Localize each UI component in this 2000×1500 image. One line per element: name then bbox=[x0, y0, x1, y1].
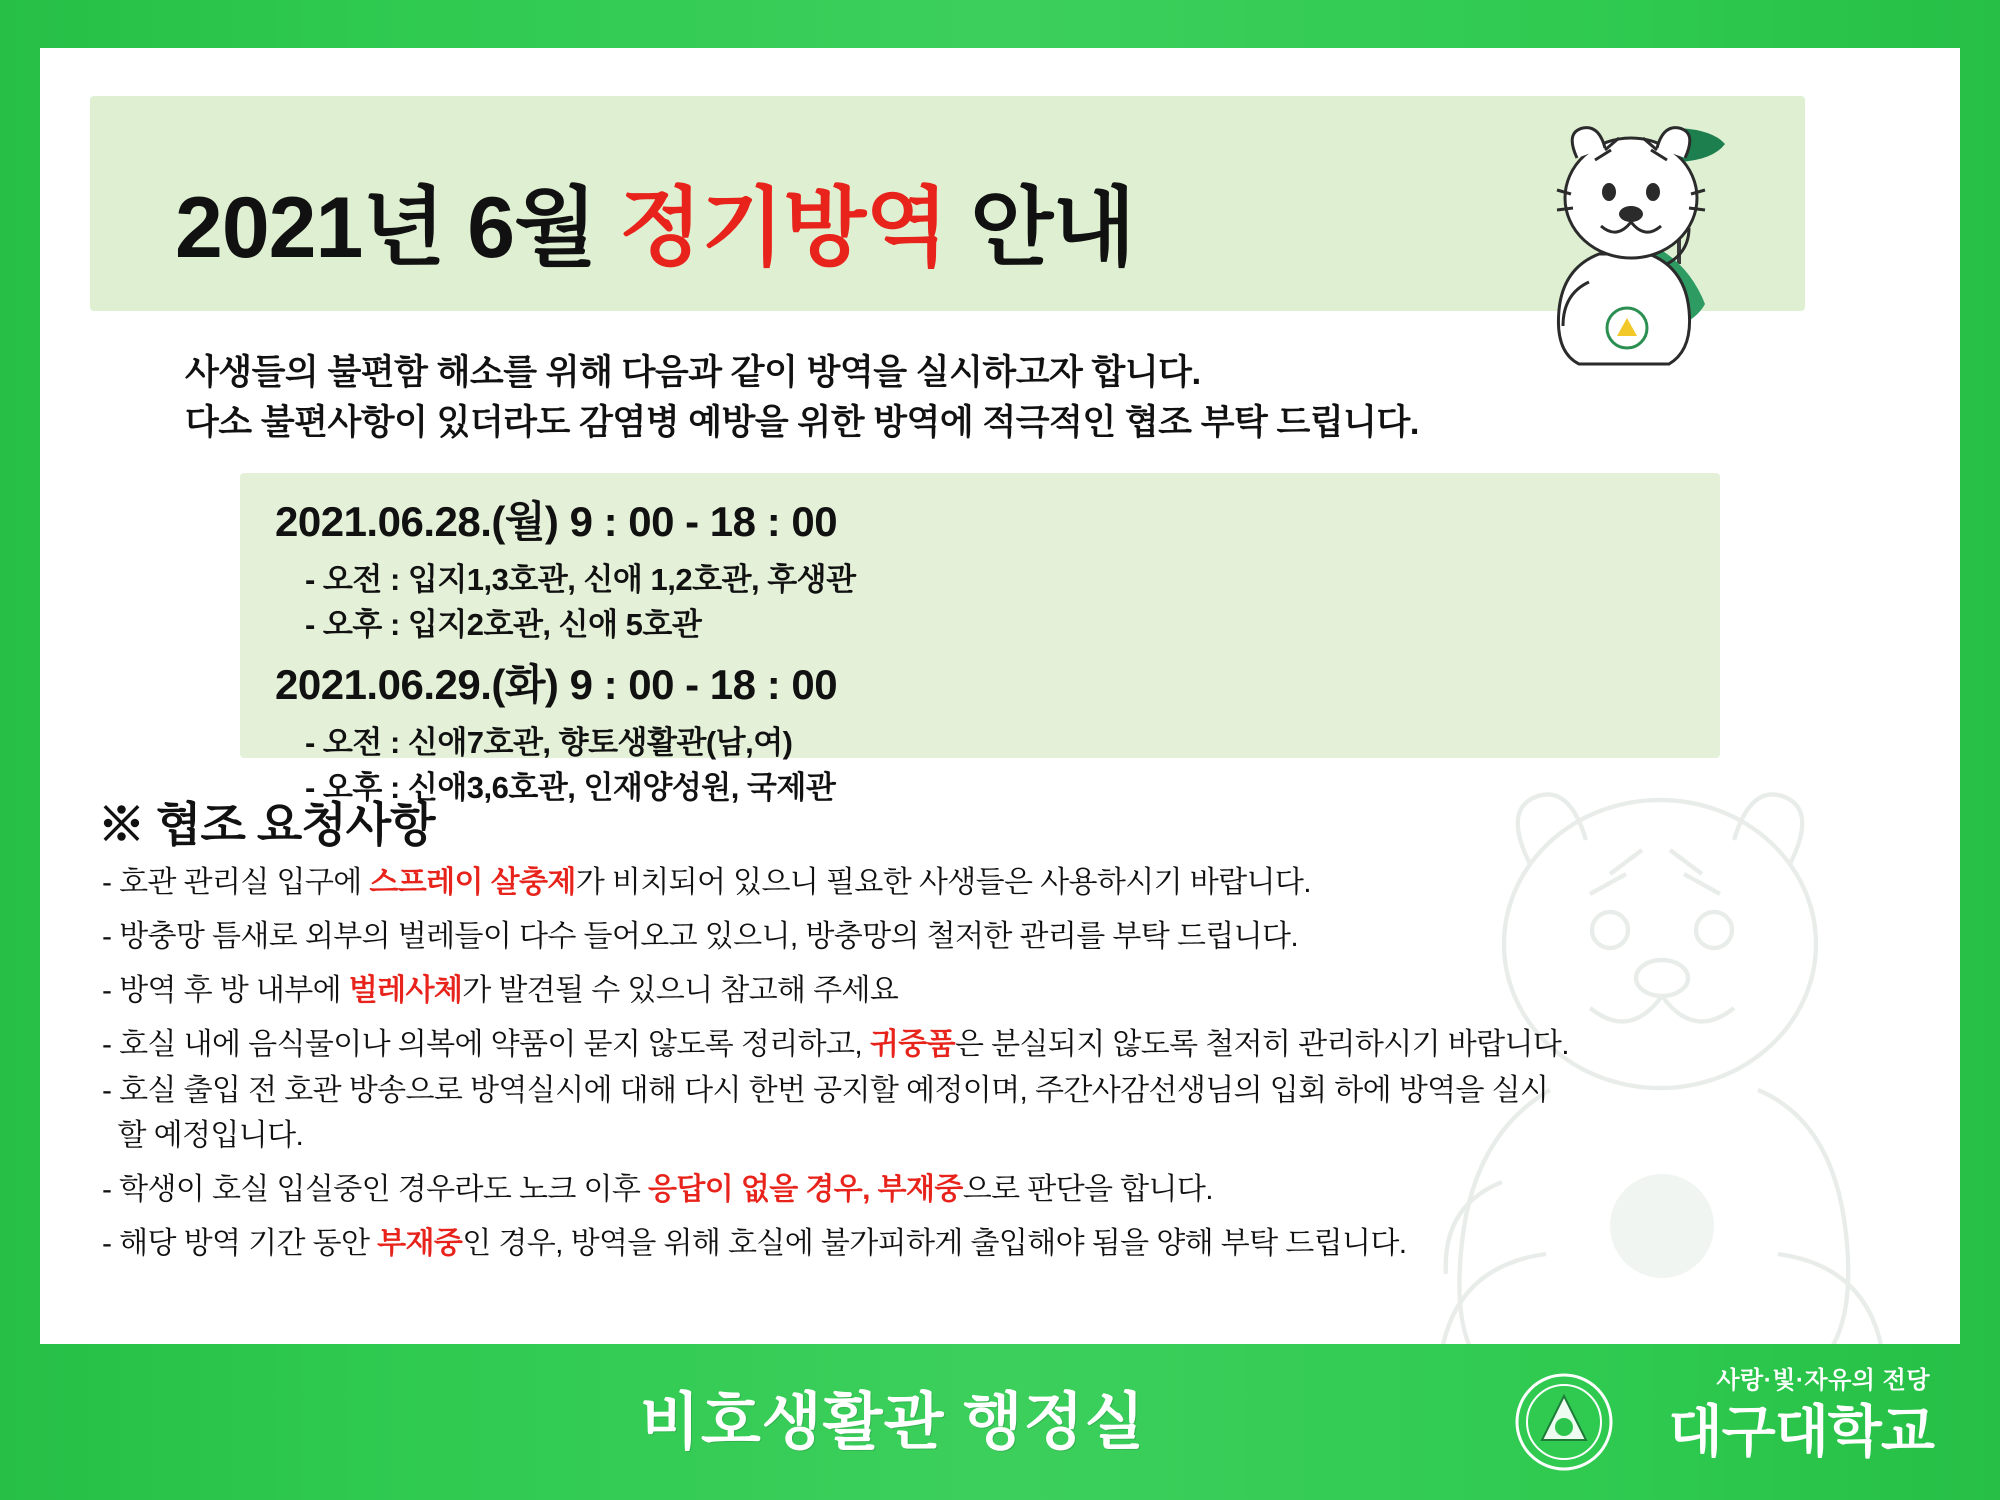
schedule-afternoon-2: - 오후 : 신애3,6호관, 인재양성원, 국제관 bbox=[305, 770, 836, 805]
title-highlight: 정기방역 bbox=[619, 180, 948, 276]
page-title bbox=[175, 158, 1134, 282]
poster-sheet bbox=[40, 48, 1960, 1344]
list-item bbox=[102, 1071, 1902, 1111]
list-item-post: 은 분실되지 않도록 철저히 관리하시기 바랍니다. bbox=[955, 1027, 1570, 1061]
title-band bbox=[90, 96, 1805, 311]
list-item bbox=[102, 863, 1902, 903]
list-item bbox=[102, 917, 1902, 957]
footer-office-name: 비호생활관 행정실 bbox=[640, 1388, 1146, 1457]
list-item bbox=[102, 971, 1902, 1011]
tiger-mascot-icon bbox=[1471, 114, 1771, 374]
list-item-emphasis: 응답이 없을 경우, 부재중 bbox=[648, 1173, 963, 1207]
list-item-emphasis: 부재중 bbox=[377, 1227, 463, 1261]
list-item bbox=[102, 1224, 1902, 1264]
schedule-afternoon-1: - 오후 : 입지2호관, 신애 5호관 bbox=[305, 607, 702, 642]
list-item-pre: - 방충망 틈새로 외부의 벌레들이 다수 들어오고 있으니, 방충망의 철저한 관리를 부탁 드립니다. bbox=[102, 919, 1299, 953]
list-item-pre: - 호실 출입 전 호관 방송으로 방역실시에 대해 다시 한번 공지할 예정이며, 주간사감선생님의 입회 하에 방역을 실시 bbox=[102, 1073, 1549, 1107]
schedule-date-1: 2021.06.28.(월) 9 : 00 - 18 : 00 bbox=[275, 498, 838, 545]
list-item-pre: - 호관 관리실 입구에 bbox=[102, 866, 370, 899]
list-item-pre: - 학생이 호실 입실중인 경우라도 노크 이후 bbox=[102, 1173, 648, 1207]
intro-line-2: 다소 불편사항이 있더라도 감염병 예방을 위한 방역에 적극적인 협조 부탁 드립니다. bbox=[185, 402, 1420, 442]
university-name: 대구대학교 bbox=[1668, 1400, 1934, 1463]
list-item-pre: - 방역 후 방 내부에 bbox=[102, 973, 349, 1007]
list-item bbox=[102, 1025, 1902, 1065]
title-prefix: 2021년 6월 bbox=[175, 180, 620, 276]
intro-line-1: 사생들의 불편함 해소를 위해 다음과 같이 방역을 실시하고자 합니다. bbox=[185, 353, 1201, 392]
title-suffix: 안내 bbox=[947, 180, 1135, 276]
list-item bbox=[102, 1116, 1902, 1156]
list-item-post: 으로 판단을 합니다. bbox=[962, 1173, 1213, 1207]
list-item-emphasis: 귀중품 bbox=[869, 1027, 955, 1061]
list-item bbox=[102, 1170, 1902, 1210]
schedule-morning-1: - 오전 : 입지1,3호관, 신애 1,2호관, 후생관 bbox=[305, 562, 856, 597]
notice-list bbox=[102, 863, 1902, 1278]
university-branding bbox=[1514, 1358, 1934, 1478]
list-item-post: 가 비치되어 있으니 필요한 사생들은 사용하시기 바랍니다. bbox=[575, 866, 1312, 899]
list-item-emphasis: 스프레이 살충제 bbox=[369, 866, 576, 899]
list-item-emphasis: 벌레사체 bbox=[348, 973, 463, 1007]
list-item-post: 인 경우, 방역을 위해 호실에 불가피하게 출입해야 됨을 양해 부탁 드립니다. bbox=[462, 1227, 1407, 1261]
schedule-morning-2: - 오전 : 신애7호관, 향토생활관(남,여) bbox=[305, 725, 793, 760]
notice-heading: ※ 협조 요청사항 bbox=[98, 798, 435, 851]
footer bbox=[0, 1344, 2000, 1500]
list-item-pre: - 해당 방역 기간 동안 bbox=[102, 1227, 378, 1261]
schedule-box bbox=[240, 473, 1720, 805]
list-item-pre: - 호실 내에 음식물이나 의복에 약품이 묻지 않도록 정리하고, bbox=[102, 1027, 870, 1061]
university-slogan: 사랑·빛·자유의 전당 bbox=[1716, 1367, 1930, 1394]
intro-text bbox=[185, 348, 1825, 447]
list-item-pre: 할 예정입니다. bbox=[102, 1119, 304, 1153]
list-item-post: 가 발견될 수 있으니 참고해 주세요 bbox=[462, 973, 899, 1007]
university-emblem-icon bbox=[1514, 1372, 1614, 1472]
schedule-date-2: 2021.06.29.(화) 9 : 00 - 18 : 00 bbox=[275, 661, 838, 708]
